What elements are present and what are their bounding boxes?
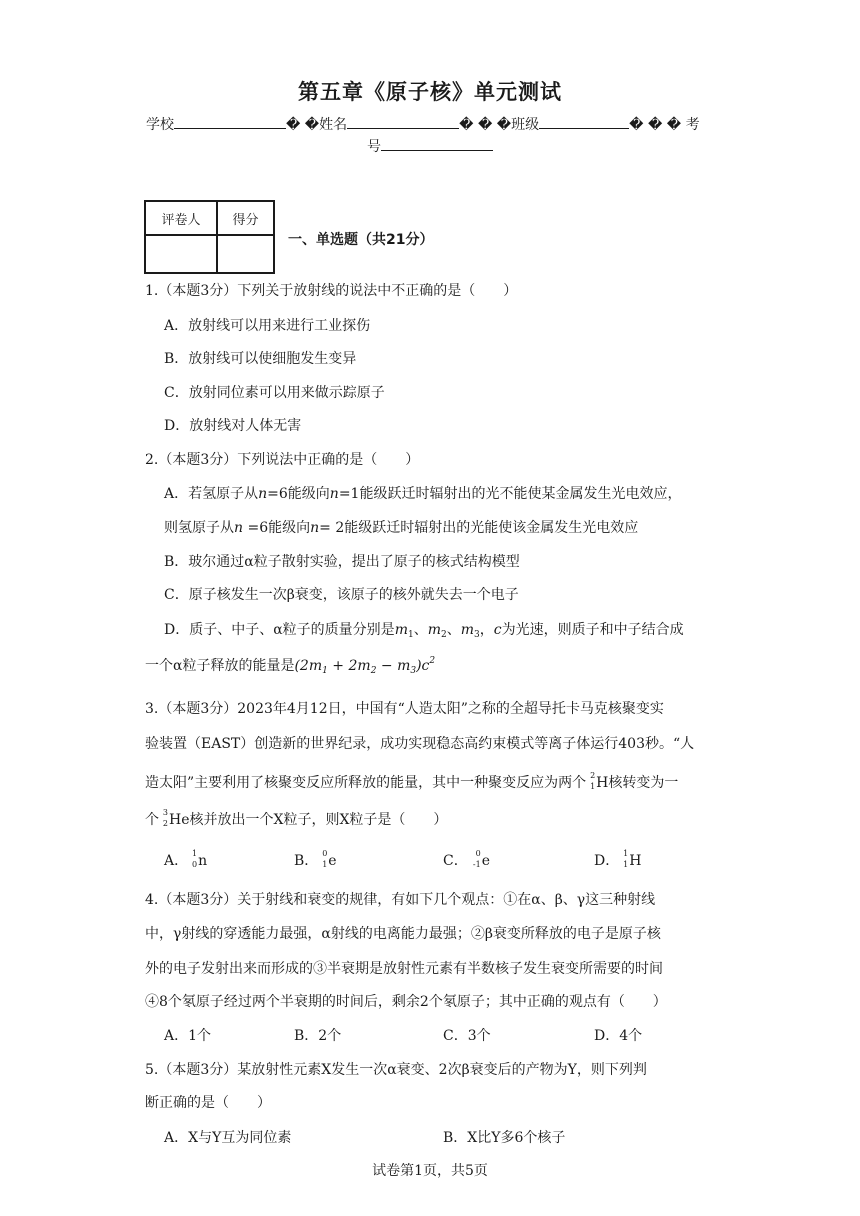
q3-option-d: D． 1 1 H — [594, 849, 642, 869]
energy-formula: $(2m_1 + 2m_2 - m_3)c^2$ — [294, 656, 436, 676]
q4-option-c: C．3个 — [443, 1028, 491, 1044]
section-heading: 一、单选题（共21分） — [288, 232, 434, 248]
exam-number-blank[interactable] — [381, 137, 493, 151]
class-blank[interactable] — [539, 115, 629, 129]
question-4-line1: 4.（本题3分）关于射线和衰变的规律，有如下几个观点：①在α、β、γ这三种射线 — [145, 892, 656, 908]
q3-option-b: B． 0 1 e — [294, 849, 337, 869]
exam-number-line: 号 — [0, 136, 860, 156]
exam-no-label: 考 — [685, 117, 700, 133]
class-label: 班级 — [511, 117, 540, 133]
question-3-line4: 个 3 2 He核并放出一个X粒子，则X粒子是（ ） — [145, 808, 448, 828]
q2-option-b: B．玻尔通过α粒子散射实验，提出了原子的核式结构模型 — [164, 554, 520, 570]
q4-option-a: A．1个 — [164, 1028, 212, 1044]
q2-option-d-line1: D．质子、中子、α粒子的质量分别是$m_1$、$m_2$、$m_3$，c为光速，则质子和中子结合成 — [164, 622, 684, 640]
helium-nuclide: 3 2 — [162, 808, 168, 828]
question-3-line2: 验装置（EAST）创造新的世界纪录，成功实现稳态高约束模式等离子体运行403秒。“人 — [145, 736, 695, 752]
question-4-line3: 外的电子发射出来而形成的③半衰期是放射性元素有半数核子发生衰变所需要的时间 — [145, 961, 663, 977]
name-blank[interactable] — [347, 115, 459, 129]
question-4-line2: 中，γ射线的穿透能力最强，α射线的电离能力最强；②β衰变所释放的电子是原子核 — [145, 926, 661, 942]
question-5-line2: 断正确的是（ ） — [145, 1095, 271, 1111]
school-blank[interactable] — [174, 115, 286, 129]
deuterium-nuclide: 2 1 — [590, 771, 596, 791]
q4-option-b: B．2个 — [294, 1028, 342, 1044]
school-label: 学校 — [146, 117, 174, 133]
question-5-line1: 5.（本题3分）某放射性元素X发生一次α衰变、2次β衰变后的产物为Y，则下列判 — [145, 1062, 647, 1078]
page-title: 第五章《原子核》单元测试 — [298, 80, 562, 104]
q3-option-a: A． 1 0 n — [164, 849, 208, 869]
q1-option-a: A．放射线可以用来进行工业探伤 — [164, 318, 371, 334]
q2-option-d-line2: 一个α粒子释放的能量是$(2m_1 + 2m_2 - m_3)c^2$ — [145, 656, 436, 676]
reviewer-header: 评卷人 — [145, 201, 217, 235]
q4-option-d: D．4个 — [594, 1028, 643, 1044]
question-3-line1: 3.（本题3分）2023年4月12日，中国有“人造太阳”之称的全超导托卡马克核聚变实 — [145, 701, 664, 717]
name-label: 姓名 — [319, 117, 348, 133]
q2-option-a-line2: 则氢原子从n =6能级向n= 2能级跃迁时辐射出的光能使该金属发生光电效应 — [164, 520, 639, 536]
q3-option-c: C． 0 -1 e — [443, 849, 491, 869]
q5-option-a: A．X与Y互为同位素 — [164, 1130, 292, 1146]
q1-option-b: B．放射线可以使细胞发生变异 — [164, 351, 357, 367]
page-footer: 试卷第1页，共5页 — [372, 1163, 488, 1179]
question-4-line4: ④8个氡原子经过两个半衰期的时间后，剩余2个氡原子；其中正确的观点有（ ） — [145, 994, 667, 1010]
q1-option-c: C．放射同位素可以用来做示踪原子 — [164, 385, 385, 401]
student-info-line: 学校 � �姓名 � � �班级 � � � 考 — [146, 117, 700, 133]
score-table — [144, 200, 275, 274]
score-header: 得分 — [217, 201, 274, 235]
q2-option-a-line1: A．若氢原子从n=6能级向n=1能级跃迁时辐射出的光不能使某金属发生光电效应， — [164, 486, 682, 502]
score-cell[interactable] — [217, 235, 274, 273]
q5-option-b: B．X比Y多6个核子 — [443, 1130, 566, 1146]
reviewer-cell[interactable] — [145, 235, 217, 273]
q1-option-d: D．放射线对人体无害 — [164, 418, 302, 434]
question-1-stem: 1.（本题3分）下列关于放射线的说法中不正确的是（ ） — [145, 283, 518, 299]
question-3-line3: 造太阳”主要利用了核聚变反应所释放的能量，其中一种聚变反应为两个 2 1 H核转变为一 — [145, 771, 679, 791]
q2-option-c: C．原子核发生一次β衰变，该原子的核外就失去一个电子 — [164, 587, 519, 603]
question-2-stem: 2.（本题3分）下列说法中正确的是（ ） — [145, 452, 420, 468]
